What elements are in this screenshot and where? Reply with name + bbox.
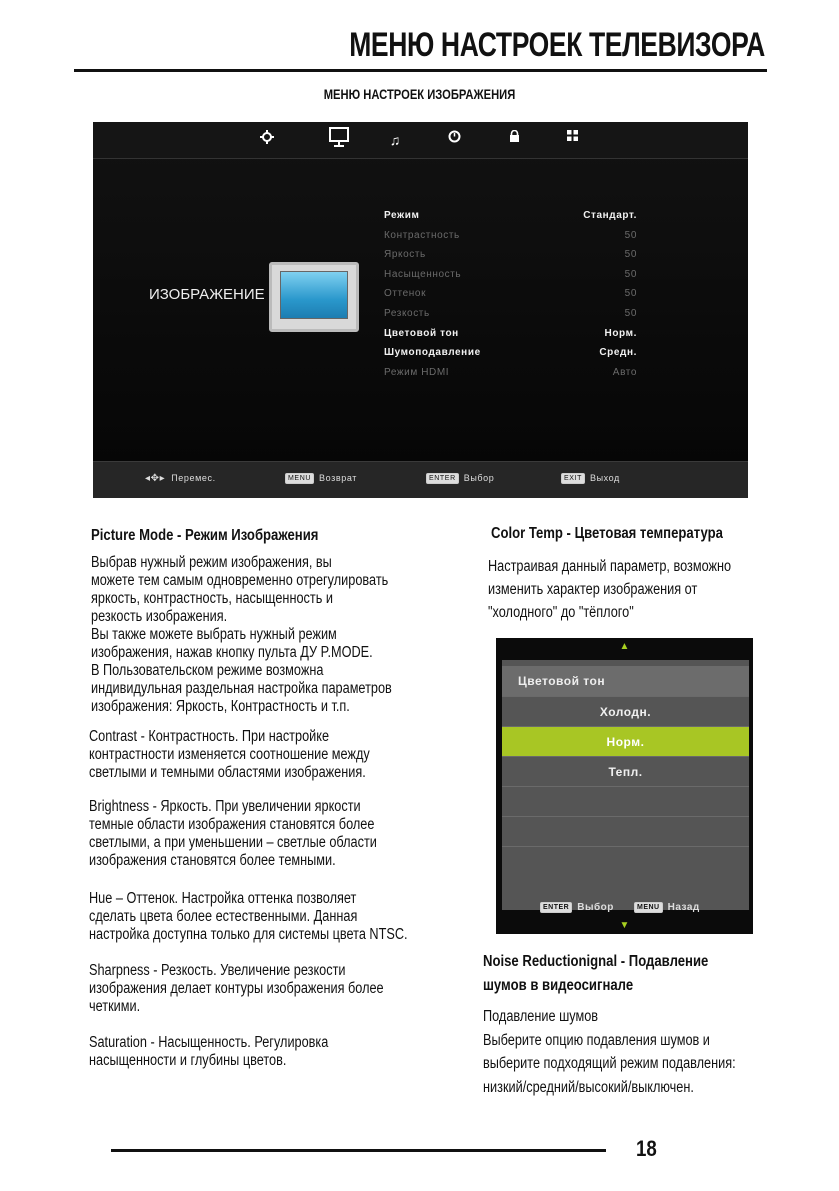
page-title: МЕНЮ НАСТРОЕК ТЕЛЕВИЗОРА <box>349 26 765 64</box>
menu-row-value: Стандарт. <box>583 210 637 221</box>
menu-row-value: 50 <box>624 308 637 319</box>
scroll-down-icon[interactable]: ▼ <box>619 920 630 931</box>
menu-row-value: Авто <box>612 366 637 378</box>
menu-footer <box>93 461 748 498</box>
text-line: изображения становятся более темными. <box>89 852 336 869</box>
menu-row-value: 50 <box>624 268 637 280</box>
footer-back-label: Возврат <box>319 473 357 483</box>
grid-icon[interactable] <box>561 130 583 150</box>
menu-row-value: 50 <box>624 229 637 241</box>
footer-back[interactable] <box>285 473 357 484</box>
footer-move <box>145 473 216 484</box>
saturation-text <box>89 1034 328 1070</box>
footer-select-label: Выбор <box>463 473 495 483</box>
text-line: Sharpness - Резкость. Увеличение резкости <box>89 962 346 979</box>
enter-key-icon: ENTER <box>540 902 572 913</box>
menu-row[interactable] <box>384 308 642 327</box>
color-temp-menu <box>496 638 753 934</box>
menu-row[interactable] <box>384 288 642 307</box>
menu-row[interactable] <box>384 367 642 386</box>
text-line: шумов в видеосигнале <box>483 977 634 994</box>
contrast-text <box>89 728 370 782</box>
text-line: резкость изображения. <box>91 608 228 625</box>
menu-key-icon: MENU <box>634 902 663 913</box>
text-line: изменить характер изображения от <box>488 581 698 598</box>
empty-row <box>502 816 749 847</box>
text-line: темные области изображения становятся более <box>89 816 375 833</box>
menu-row-value: Норм. <box>604 327 637 339</box>
ct-select[interactable] <box>540 902 614 913</box>
text-line: изображения делает контуры изображения более <box>89 980 384 997</box>
category-label: ИЗОБРАЖЕНИЕ <box>149 286 265 303</box>
section-title: МЕНЮ НАСТРОЕК ИЗОБРАЖЕНИЯ <box>323 86 516 102</box>
text-line: контрастности изменяется соотношение между <box>89 746 370 763</box>
gear-icon[interactable] <box>256 130 278 150</box>
menu-row-label: Насыщенность <box>384 268 462 280</box>
text-line: Выбрав нужный режим изображения, вы <box>91 554 332 571</box>
ct-select-label: Выбор <box>577 902 614 913</box>
menu-row-label: Цветовой тон <box>384 327 459 339</box>
menu-row[interactable] <box>384 249 642 268</box>
footer-select[interactable] <box>426 473 494 484</box>
text-line: настройка доступна только для системы цвета NTSC. <box>89 926 408 943</box>
navigate-arrows-icon: ◂✥▸ <box>145 473 166 484</box>
text-line: Вы также можете выбрать нужный режим <box>91 626 337 643</box>
music-note-icon[interactable]: ♫ <box>389 132 401 148</box>
footer-rule <box>111 1149 606 1152</box>
text-line: сделать цвета более естественными. Данная <box>89 908 358 925</box>
menu-row-value: 50 <box>624 249 637 261</box>
menu-row-label: Резкость <box>384 308 430 319</box>
text-line: Hue – Оттенок. Настройка оттенка позволяет <box>89 890 357 907</box>
text-line: Noise Reductionignal - Подавление <box>483 953 709 970</box>
hue-text <box>89 890 408 944</box>
text-line: В Пользовательском режиме возможна <box>91 662 324 679</box>
noise-heading <box>483 950 708 998</box>
text-line: светлыми, а при уменьшении – светлые области <box>89 834 377 851</box>
menu-row-label: Оттенок <box>384 288 427 300</box>
color-temp-footer <box>496 896 753 922</box>
menu-row[interactable] <box>384 269 642 288</box>
text-line: низкий/средний/высокий/выключен. <box>483 1078 694 1096</box>
sharpness-text <box>89 962 384 1016</box>
text-line: насыщенности и глубины цветов. <box>89 1052 287 1069</box>
menu-row[interactable] <box>384 328 642 347</box>
menu-row-label: Режим <box>384 210 420 221</box>
text-line: можете тем самым одновременно отрегулировать <box>91 572 389 589</box>
monitor-icon[interactable] <box>328 127 350 147</box>
exit-key-icon: EXIT <box>561 473 585 484</box>
picture-mode-text <box>91 554 392 716</box>
text-line: выберите подходящий режим подавления: <box>483 1055 736 1072</box>
menu-row-label: Режим HDMI <box>384 366 450 378</box>
footer-exit-label: Выход <box>589 473 620 483</box>
footer-move-label: Перемес. <box>171 473 216 483</box>
color-temp-heading: Color Temp - Цветовая температура <box>491 525 723 542</box>
menu-row[interactable] <box>384 210 642 229</box>
empty-row <box>502 786 749 817</box>
text-line: Настраивая данный параметр, возможно <box>488 558 732 575</box>
color-temp-option[interactable]: Холодн. <box>502 696 749 727</box>
text-line: "холодного" до "тёплого" <box>488 604 634 621</box>
menu-row[interactable] <box>384 230 642 249</box>
header-rule <box>74 69 767 72</box>
scroll-up-icon[interactable]: ▲ <box>619 641 630 652</box>
enter-key-icon: ENTER <box>426 473 459 484</box>
ct-back[interactable] <box>634 902 700 913</box>
tv-picture-menu <box>93 122 748 498</box>
text-line: изображения, нажав кнопку пульта ДУ P.MODE. <box>91 644 373 661</box>
ct-back-label: Назад <box>667 902 700 913</box>
color-temp-option[interactable]: Тепл. <box>502 756 749 787</box>
text-line: изображения: Яркость, Контрастность и т.п. <box>91 698 350 715</box>
clock-icon[interactable] <box>443 130 465 150</box>
text-line: Contrast - Контрастность. При настройке <box>89 728 330 745</box>
text-line: индивидульная раздельная настройка параметров <box>91 680 392 697</box>
text-line: Подавление шумов <box>483 1008 599 1025</box>
text-line: светлыми и темными областями изображения. <box>89 764 366 781</box>
picture-mode-heading: Picture Mode - Режим Изображения <box>91 527 319 544</box>
page-number: 18 <box>636 1136 657 1161</box>
menu-row-label: Яркость <box>384 249 426 261</box>
menu-row-label: Контрастность <box>384 229 460 241</box>
footer-exit[interactable] <box>561 473 620 484</box>
menu-row[interactable] <box>384 347 642 366</box>
menu-row-label: Шумоподавление <box>384 347 481 359</box>
lock-icon[interactable] <box>503 130 525 150</box>
noise-text <box>483 1005 736 1099</box>
text-line: Brightness - Яркость. При увеличении яркости <box>89 798 361 815</box>
text-line: Выберите опцию подавления шумов и <box>483 1031 710 1049</box>
menu-tab-bar <box>93 122 748 159</box>
color-temp-text <box>488 555 731 624</box>
text-line: четкими. <box>89 998 141 1015</box>
brightness-text <box>89 798 377 870</box>
text-line: Saturation - Насыщенность. Регулировка <box>89 1034 329 1051</box>
empty-row <box>502 846 749 877</box>
menu-row-value: 50 <box>624 288 637 300</box>
menu-key-icon: MENU <box>285 473 314 484</box>
text-line: яркость, контрастность, насыщенность и <box>91 590 333 607</box>
color-temp-option[interactable]: Норм. <box>502 726 749 757</box>
color-temp-menu-title: Цветовой тон <box>502 666 749 696</box>
tv-illustration-icon <box>269 262 359 332</box>
menu-row-value: Средн. <box>599 347 637 359</box>
